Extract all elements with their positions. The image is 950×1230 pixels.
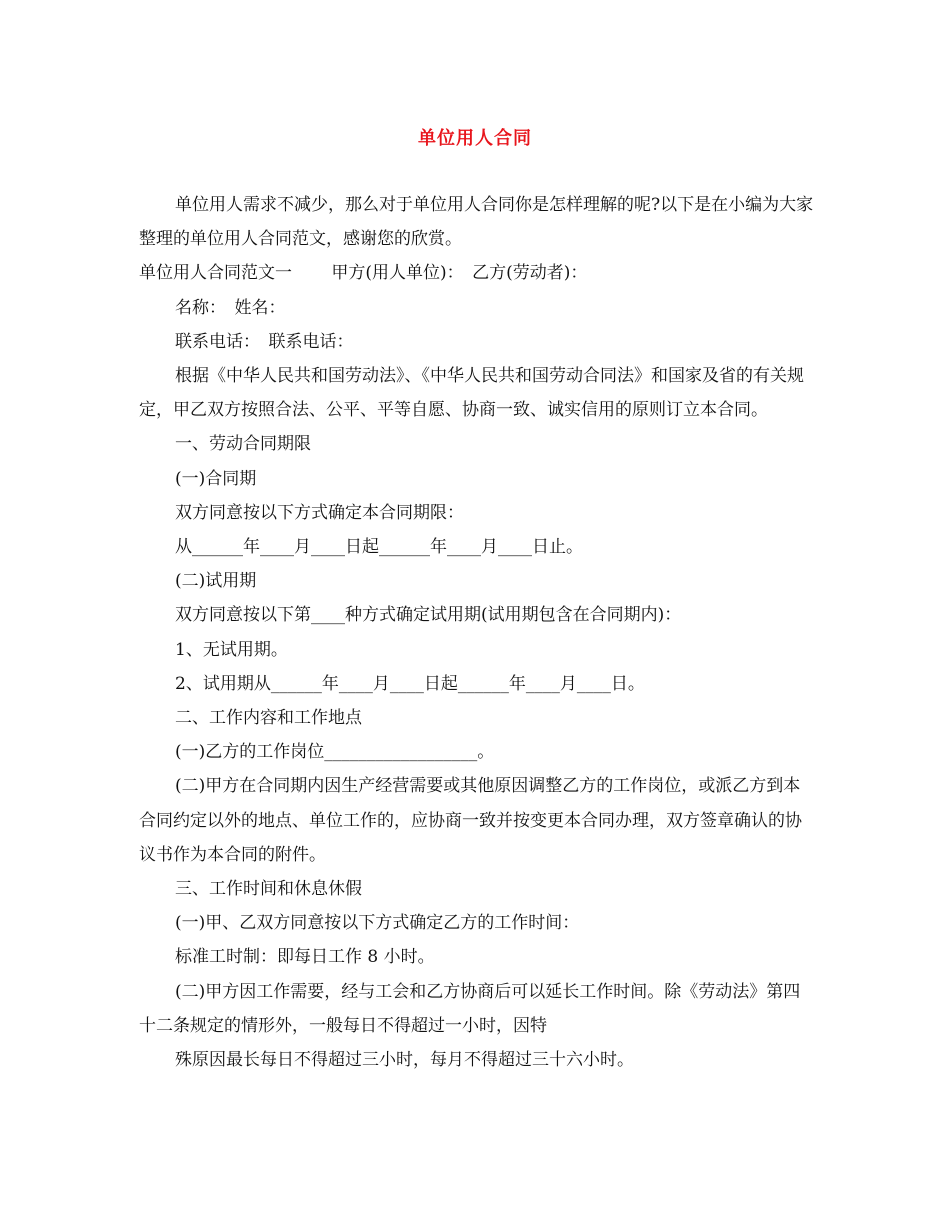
document-body [139,188,815,1077]
paragraph: 从______年____月____日起______年____月____日止。 [175,537,583,558]
paragraph: 三、工作时间和休息休假 [175,879,362,900]
paragraph: (二)甲方因工作需要，经与工会和乙方协商后可以延长工作时间。除《劳动法》第四十二条规定的情形外，一般每日不得超过一小时，因特 [139,981,801,1036]
paragraph: 标准工时制：即每日工作 8 小时。 [175,947,435,968]
paragraph: 单位用人需求不减少，那么对于单位用人合同你是怎样理解的呢?以下是在小编为大家整理的单位用人合同范文，感谢您的欣赏。 [139,195,814,250]
document-title: 单位用人合同 [418,128,532,149]
paragraph: 名称： 姓名： [175,297,286,318]
paragraph: 殊原因最长每日不得超过三小时，每月不得超过三十六小时。 [175,1050,634,1071]
paragraph: (一)甲、乙双方同意按以下方式确定乙方的工作时间： [175,913,580,934]
paragraph: 一、劳动合同期限 [175,434,311,455]
paragraph: (一)乙方的工作岗位__________________。 [175,742,495,763]
paragraph: 单位用人合同范文一 甲方(用人单位)： 乙方(劳动者)： [139,263,588,284]
paragraph: 二、工作内容和工作地点 [175,708,362,729]
paragraph: 双方同意按以下第____种方式确定试用期(试用期包含在合同期内)： [175,605,682,626]
paragraph: (一)合同期 [175,468,257,489]
paragraph: 双方同意按以下方式确定本合同期限： [175,502,464,523]
paragraph: (二)试用期 [175,571,257,592]
paragraph: (二)甲方在合同期内因生产经营需要或其他原因调整乙方的工作岗位，或派乙方到本合同约定以外的地点、单位工作的，应协商一致并按变更本合同办理，双方签章确认的协议书作为本合同的附件。 [139,776,802,865]
paragraph: 联系电话： 联系电话： [175,331,354,352]
paragraph: 根据《中华人民共和国劳动法》、《中华人民共和国劳动合同法》和国家及省的有关规定，甲乙双方按照合法、公平、平等自愿、协商一致、诚实信用的原则订立本合同。 [139,366,804,421]
paragraph: 2、试用期从______年____月____日起______年____月____日。 [175,673,645,694]
paragraph: 1、无试用期。 [175,639,288,660]
